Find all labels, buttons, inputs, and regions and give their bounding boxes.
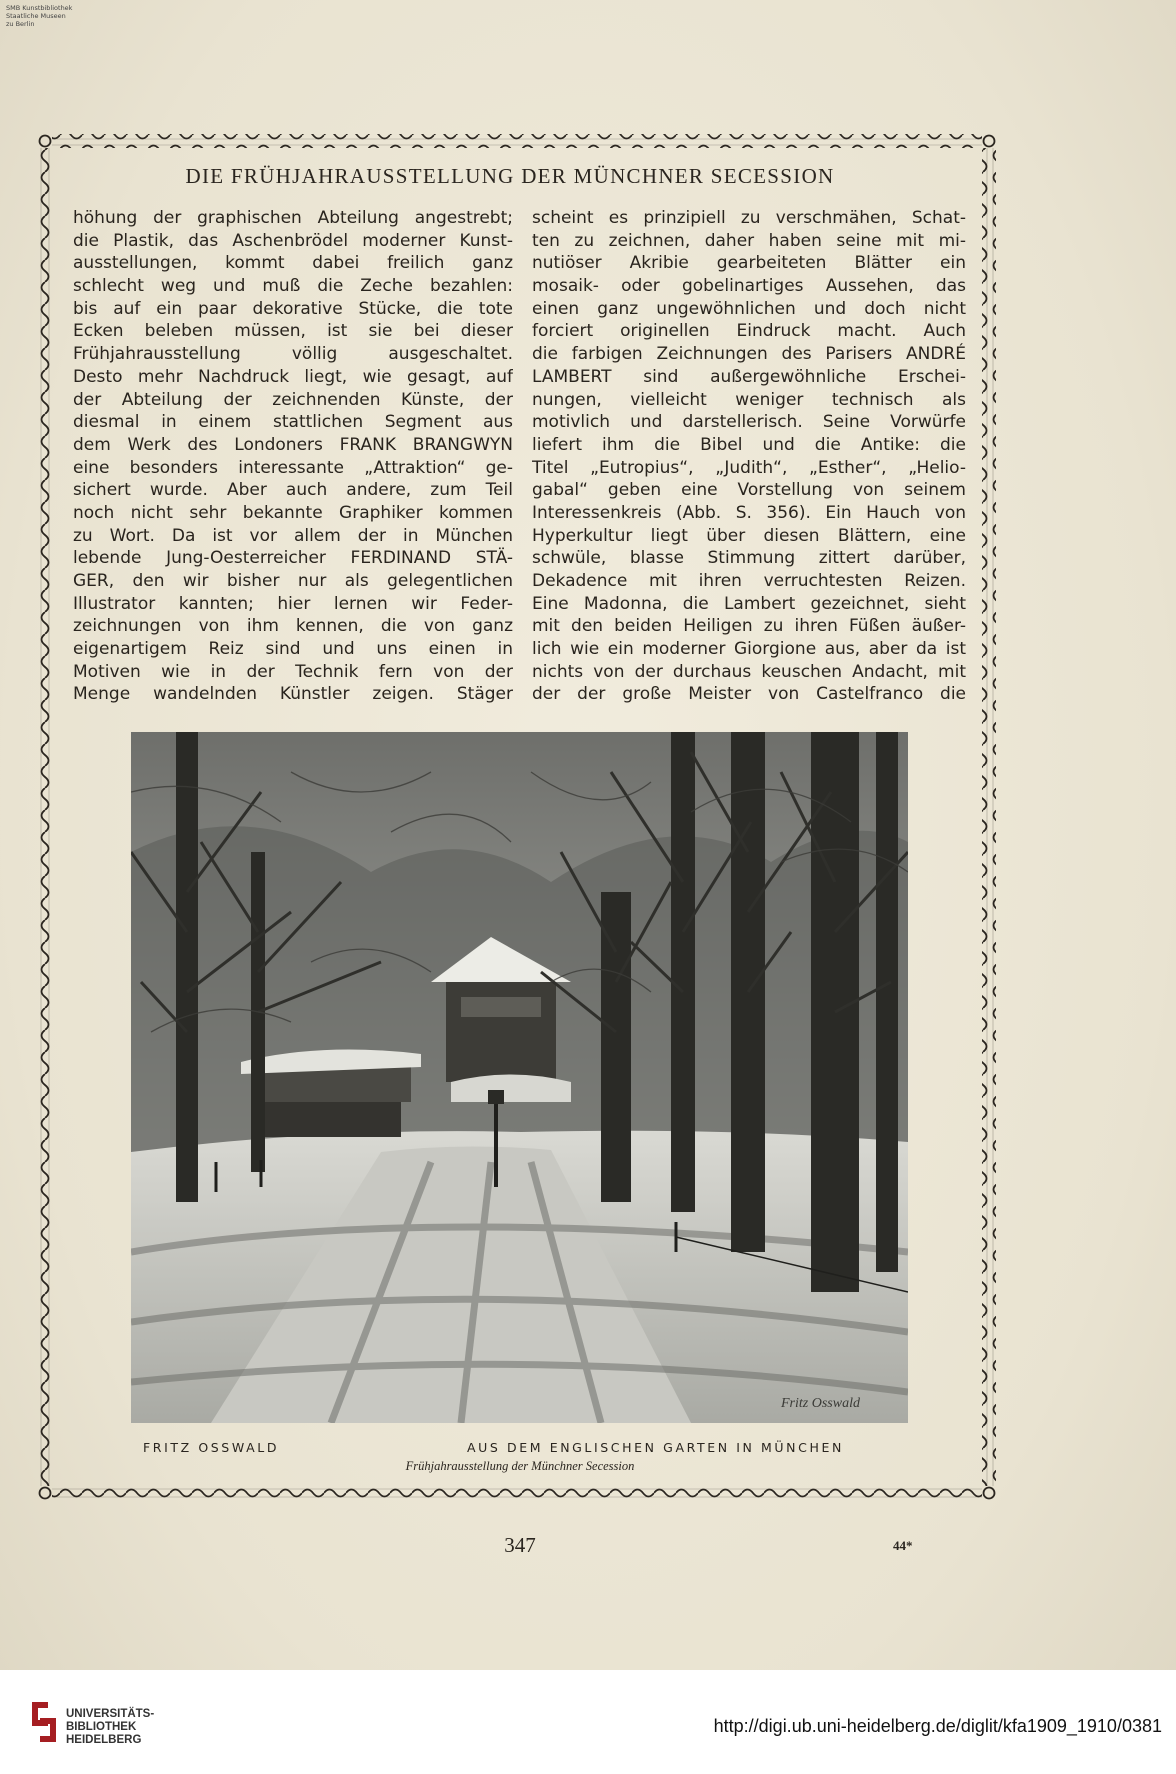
text-line: der der große Meister von Castelfranco die <box>532 684 966 705</box>
text-line: schwüle, blasse Stimmung zittert darüber, <box>532 548 966 569</box>
text-line: schlecht weg und muß die Zeche bezahlen: <box>73 276 513 297</box>
caption-subtitle: Frühjahrausstellung der Münchner Secession <box>405 1459 635 1473</box>
text-line: Desto mehr Nachdruck liegt, wie gesagt, auf <box>73 366 513 387</box>
right-text-column <box>532 207 966 706</box>
text-line: der Abteilung der zeichnenden Künste, der <box>73 389 513 410</box>
text-line: zeichnungen von ihm kennen, die von ganz <box>73 616 513 637</box>
text-line: höhung der graphischen Abteilung angestrebt; <box>73 208 513 228</box>
text-line: Frühjahrausstellung völlig ausgeschaltet. <box>73 344 513 365</box>
text-line: motivlich und darstellerisch. Seine Vorwürfe <box>532 412 966 433</box>
caption-title: AUS DEM ENGLISCHEN GARTEN IN MÜNCHEN <box>467 1440 844 1455</box>
text-line: dem Werk des Londoners FRANK BRANGWYN <box>73 434 513 455</box>
text-line: eine besonders interessante „Attraktion“ ge- <box>73 457 513 478</box>
text-line: nungen, vielleicht weniger technisch als <box>532 389 966 410</box>
stamp-line: zu Berlin <box>6 20 35 28</box>
painting-english-garden <box>131 732 908 1423</box>
text-line: die farbigen Zeichnungen des Parisers ANDRÉ <box>532 344 966 365</box>
text-line: Hyperkultur liegt über diesen Blättern, eine <box>532 525 966 546</box>
text-line: Illustrator kannten; hier lernen wir Feder- <box>73 593 513 614</box>
text-line: GER, den wir bisher nur als gelegentlichen <box>73 571 513 591</box>
library-name <box>66 1708 154 1747</box>
page-heading: DIE FRÜHJAHRAUSSTELLUNG DER MÜNCHNER SECESSION <box>185 164 835 188</box>
text-line: mit den beiden Heiligen zu ihren Füßen äußer- <box>532 616 966 637</box>
text-line: Ecken beleben müssen, ist sie bei dieser <box>73 321 513 342</box>
permalink-url[interactable]: http://digi.ub.uni-heidelberg.de/diglit/kfa1909_1910/0381 <box>713 1716 1162 1736</box>
text-line: forciert originellen Eindruck macht. Auch <box>532 321 966 342</box>
text-line: sichert wurde. Aber auch andere, zum Teil <box>73 480 513 501</box>
text-line: bis auf ein paar dekorative Stücke, die tote <box>73 298 513 319</box>
university-library-logo-icon[interactable] <box>28 1700 60 1744</box>
stamp-line: Staatliche Museen <box>6 12 66 20</box>
text-line: die Plastik, das Aschenbrödel moderner Kunst- <box>73 230 513 251</box>
text-line: einen ganz ungewöhnlichen und doch nicht <box>532 298 966 319</box>
text-line: liefert ihm die Bibel und die Antike: die <box>532 434 966 455</box>
text-line: Titel „Eutropius“, „Judith“, „Esther“, „Helio- <box>532 457 966 478</box>
stamp-line: SMB Kunstbibliothek <box>6 4 73 12</box>
library-name-line: UNIVERSITÄTS- <box>66 1708 155 1720</box>
library-name-line: BIBLIOTHEK <box>66 1721 137 1733</box>
text-line: LAMBERT sind außergewöhnliche Erschei- <box>532 366 966 387</box>
signature-mark: 44* <box>893 1538 913 1553</box>
library-stamp <box>6 4 86 28</box>
caption-artist: FRITZ OSSWALD <box>143 1440 280 1455</box>
library-name-line: HEIDELBERG <box>66 1734 142 1746</box>
text-line: zu Wort. Da ist vor allem der in München <box>73 525 513 546</box>
text-line: Menge wandelnden Künstler zeigen. Stäger <box>73 684 513 705</box>
text-line: gabal“ geben eine Vorstellung von seinem <box>532 480 966 501</box>
text-line: lich wie ein moderner Giorgione aus, aber da ist <box>532 639 966 660</box>
painting-signature: Fritz Osswald <box>781 1396 860 1411</box>
text-line: nutiöser Akribie gearbeiteten Blätter ein <box>532 253 966 274</box>
text-line: Motiven wie in der Technik fern von der <box>73 661 513 682</box>
text-line: Dekadence mit ihren verruchtesten Reizen. <box>532 571 966 591</box>
text-line: nichts von der durchaus keuschen Andacht, mit <box>532 661 966 682</box>
text-line: ten zu zeichnen, daher haben seine mit mi- <box>532 230 966 251</box>
text-line: Eine Madonna, die Lambert gezeichnet, sieht <box>532 593 966 614</box>
text-line: lebende Jung-Oesterreicher FERDINAND STÄ- <box>73 548 513 569</box>
page-number: 347 <box>504 1533 536 1557</box>
text-line: diesmal in einem stattlichen Segment aus <box>73 412 513 433</box>
digitization-footer <box>0 1670 1176 1774</box>
text-line: noch nicht sehr bekannte Graphiker kommen <box>73 502 513 523</box>
text-line: eigenartigem Reiz sind und uns einen in <box>73 639 513 660</box>
text-line: scheint es prinzipiell zu verschmähen, Schat- <box>532 208 966 228</box>
text-line: ausstellungen, kommt dabei freilich ganz <box>73 253 513 274</box>
left-text-column <box>73 207 513 706</box>
text-line: Interessenkreis (Abb. S. 356). Ein Hauch von <box>532 502 966 523</box>
text-line: mosaik- oder gobelinartiges Aussehen, das <box>532 276 966 297</box>
